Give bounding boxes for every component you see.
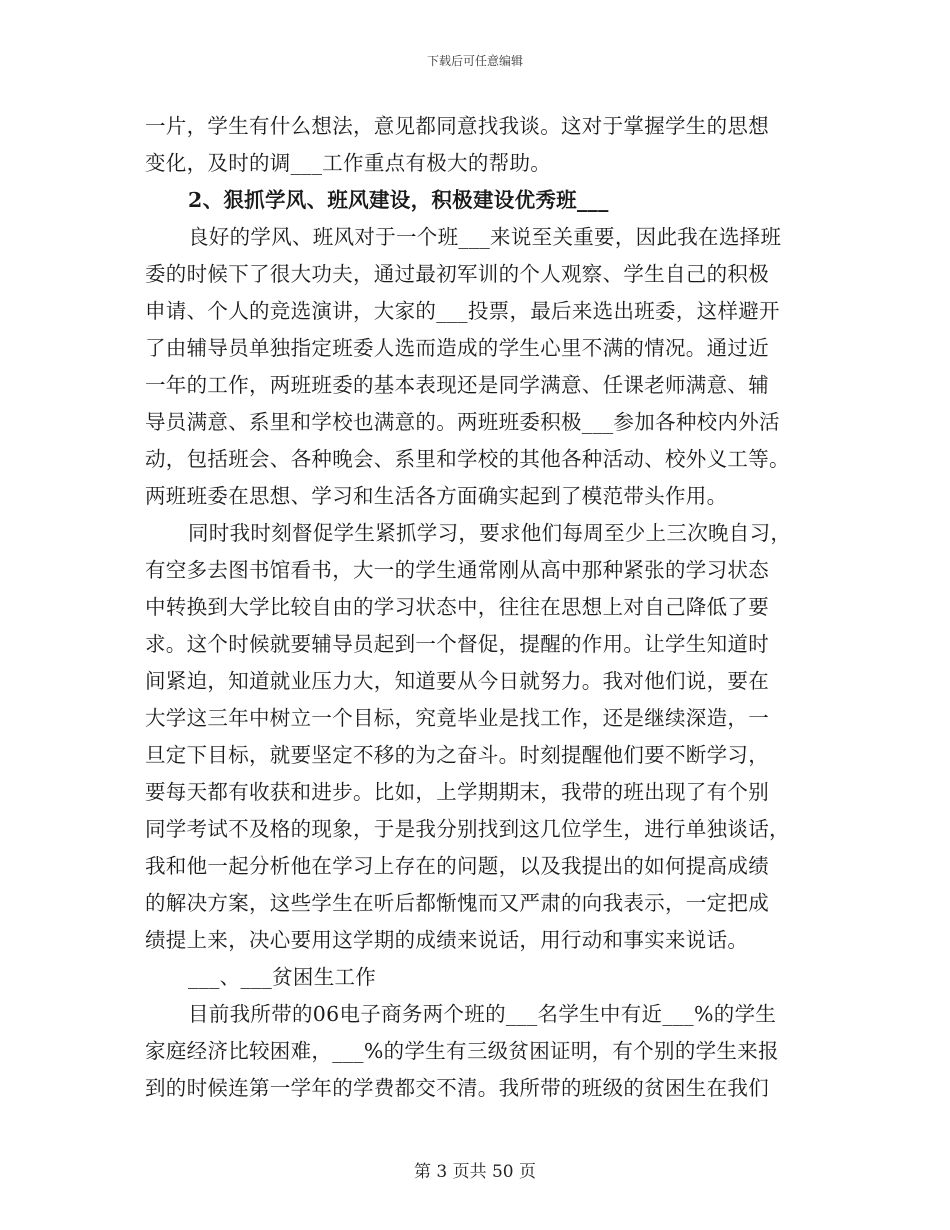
text-line: 我和他一起分析他在学习上存在的问题，以及我提出的如何提高成绩 xyxy=(145,854,769,878)
text-line: 旦定下目标，就要坚定不移的为之奋斗。时刻提醒他们要不断学习， xyxy=(145,743,769,767)
text-line: 委的时候下了很大功夫，通过最初军训的个人观察、学生自己的积极 xyxy=(145,262,769,286)
text-line: 求。这个时候就要辅导员起到一个督促，提醒的作用。让学生知道时 xyxy=(145,632,769,656)
text-line: 动，包括班会、各种晚会、系里和学校的其他各种活动、校外义工等。 xyxy=(145,447,790,471)
text-line: 到的时候连第一学年的学费都交不清。我所带的班级的贫困生在我们 xyxy=(145,1076,769,1100)
text-line: 绩提上来，决心要用这学期的成绩来说话，用行动和事实来说话。 xyxy=(145,928,749,952)
document-body xyxy=(145,108,800,1107)
text-line: 变化，及时的调___工作重点有极大的帮助。 xyxy=(145,151,552,175)
text-line: 家庭经济比较困难，___%的学生有三级贫困证明，有个别的学生来报 xyxy=(145,1039,779,1063)
page-number: 第 3 页共 50 页 xyxy=(413,1162,537,1182)
text-line: 同时我时刻督促学生紧抓学习，要求他们每周至少上三次晚自习， xyxy=(188,521,792,545)
text-line: 一片，学生有什么想法，意见都同意找我谈。这对于掌握学生的思想 xyxy=(145,114,769,138)
text-line: 一年的工作，两班班委的基本表现还是同学满意、任课老师满意、辅 xyxy=(145,373,769,397)
text-line: 同学考试不及格的现象，于是我分别找到这几位学生，进行单独谈话， xyxy=(145,817,790,841)
text-line: 间紧迫，知道就业压力大，知道要从今日就努力。我对他们说，要在 xyxy=(145,669,769,693)
text-line: 有空多去图书馆看书，大一的学生通常刚从高中那种紧张的学习状态 xyxy=(145,558,769,582)
text-line: ___、___贫困生工作 xyxy=(188,965,377,989)
text-line: 申请、个人的竞选演讲，大家的___投票，最后来选出班委，这样避开 xyxy=(145,299,780,323)
text-line: 的解决方案，这些学生在听后都惭愧而又严肃的向我表示，一定把成 xyxy=(145,891,769,915)
text-line: 导员满意、系里和学校也满意的。两班班委积极___参加各种校内外活 xyxy=(145,410,780,434)
text-line: 目前我所带的06电子商务两个班的___名学生中有近___%的学生 xyxy=(188,1002,777,1026)
section-heading: 2、狠抓学风、班风建设，积极建设优秀班___ xyxy=(188,188,609,212)
text-line: 中转换到大学比较自由的学习状态中，往往在思想上对自己降低了要 xyxy=(145,595,769,619)
page-header: 下载后可任意编辑 xyxy=(426,54,523,68)
text-line: 大学这三年中树立一个目标，究竟毕业是找工作，还是继续深造，一 xyxy=(145,706,769,730)
text-line: 两班班委在思想、学习和生活各方面确实起到了模范带头作用。 xyxy=(145,484,728,508)
text-line: 了由辅导员单独指定班委人选而造成的学生心里不满的情况。通过近 xyxy=(145,336,769,360)
text-line: 要每天都有收获和进步。比如，上学期期末，我带的班出现了有个别 xyxy=(145,780,769,804)
text-line: 良好的学风、班风对于一个班___来说至关重要，因此我在选择班 xyxy=(188,225,782,249)
